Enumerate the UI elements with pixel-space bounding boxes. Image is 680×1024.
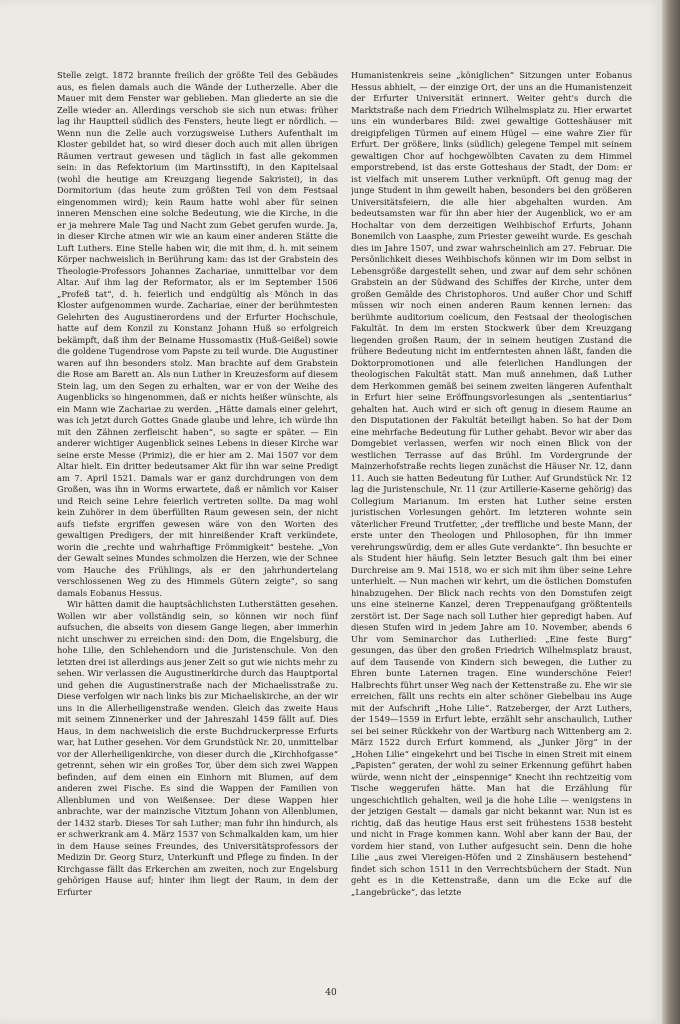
right-text-column [351, 70, 632, 985]
paragraph: Humanistenkreis seine „königlichen“ Sitzungen unter Eobanus Hessus abhielt, — der einzige Ort, der uns an die Humanistenzeit der Erfurter Universität erinnert. Weiter geht's durch die Marktstraße nach dem Friedrich Wilhelmsplatz zu. Hier erwartet uns ein wunderbares Bild: zwei gewaltige Gotteshäuser mit dreigipfeligen Türmen auf einem Hügel — eine wahre Zier für Erfurt. Der größere, links (südlich) gelegene Tempel mit seinem gewaltigen Chor auf hochgewölbten Cavaten zu dem Himmel emporstrebend, ist das erste Gotteshaus der Stadt, der Dom: er ist vielfach mit unserem Luther verknüpft. Oft genug mag der junge Student in ihm geweilt haben, besonders bei den größeren Universitätsfeiern, die alle hier abgehalten wurden. Am bedeutsamsten war für ihn aber hier der Augenblick, wo er am Hochaltar von dem derzeitigen Weihbischof Erfurts, Johann Bonemilch von Laasphe, zum Priester geweiht wurde. Es geschah dies im Jahre 1507, und zwar wahrscheinlich am 27. Februar. Die Persönlichkeit dieses Weihbischofs können wir im Dom selbst in Lebensgröße dargestellt sehen, und zwar auf dem sehr schönen Grabstein an der Südwand des Schiffes der Kirche, unter dem großen Gemälde des Christophoros. Und außer Chor und Schiff müssen wir noch einen anderen Raum kennen lernen: das berühmte auditorium coelicum, den Festsaal der theologischen Fakultät. In dem im ersten Stockwerk über dem Kreuzgang liegenden großen Raum, der in seinem heutigen Zustand die frühere Bedeutung nicht im entferntesten ahnen läßt, fanden die Doktorpromotionen und alle feierlichen Handlungen der theologischen Fakultät statt. Man muß annehmen, daß Luther dem Herkommen gemäß bei seinem zweiten längeren Aufenthalt in Erfurt hier seine Eröffnungsvorlesungen als „sententiarius“ gehalten hat. Auch wird er sich oft genug in diesem Raume an den Disputationen der Fakultät beteiligt haben. So hat der Dom eine mehrfache Bedeutung für Luther gehabt. Bevor wir aber das Domgebiet verlassen, werfen wir noch einen Blick von der westlichen Terrasse auf das Brühl. Im Vordergrunde der Mainzerhofstraße rechts liegen zunächst die Häuser Nr. 12, dann 11. Auch sie hatten Bedeutung für Luther. Auf Grundstück Nr. 12 lag die Juristenschule, Nr. 11 (zur Artillerie-Kaserne gehörig) das Collegium Marianum. Im ersten hat Luther seine ersten juristischen Vorlesungen gehört. Im letzteren wohnte sein väterlicher Freund Trutfetter, „der treffliche und beste Mann, der erste unter den Theologen und Philosophen, für ihn immer verehrungswürdig, dem er alles Gute verdankte“. Ihn besuchte er als Student hier häufig. Sein letzter Besuch galt ihm bei einer Durchreise am 9. Mai 1518, wo er sich mit ihm über seine Lehre unterhielt. — Nun machen wir kehrt, um die östlichen Domstufen hinabzugehen. Der Blick nach rechts von den Domstufen zeigt uns eine steinerne Kanzel, deren Treppenaufgang größtenteils zerstört ist. Der Sage nach soll Luther hier gepredigt haben. Auf diesen Stufen wird in jedem Jahre am 10. November, abends 6 Uhr vom Seminarchor das Lutherlied: „Eine feste Burg“ gesungen, das über den großen Friedrich Wilhelmsplatz braust, auf dem Tausende von Kindern sich bewegen, die Luther zu Ehren bunte Laternen tragen. Eine wunderschöne Feier! Halbrechts führt unser Weg nach der Kettenstraße zu. Ehe wir sie erreichen, fällt uns rechts ein alter schöner Giebelbau ins Auge mit der Aufschrift „Hohe Lilie“. Ratzeberger, der Arzt Luthers, der 1549—1559 in Erfurt lebte, erzählt sehr anschaulich, Luther sei bei seiner Rückkehr von der Wartburg nach Wittenberg am 2. März 1522 durch Erfurt kommend, als „Junker Jörg“ in der „Hohen Lilie“ eingekehrt und bei Tische in einen Streit mit einem „Papisten“ geraten, der wohl zu seiner Erkennung geführt haben würde, wenn nicht der „einspennige“ Knecht ihn rechtzeitig vom Tische weggerufen hätte. Man hat die Erzählung für ungeschichtlich gehalten, weil ja die hohe Lilie — wenigstens in der jetzigen Gestalt — damals gar nicht bekannt war. Nun ist es richtig, daß das heutige Haus erst seit frühestens 1538 besteht und nicht in Frage kommen kann. Wohl aber kann der Bau, der vordem hier stand, von Luther aufgesucht sein. Denn die hohe Lilie „aus zwei Viereigen-Höfen und 2 Zinshäusern bestehend“ findet sich schon 1511 in den Verrechtsbüchern der Stadt. Nun geht es in die Kettenstraße, dann um die Ecke auf die „Langebrücke“, das letzte [351, 70, 632, 897]
book-spine-edge [662, 0, 680, 1024]
paragraph: Wir hätten damit die hauptsächlichsten Lutherstätten gesehen. Wollen wir aber vollständig sein, so können wir noch fünf aufsuchen, die abseits von diesem Gange liegen, aber immerhin nicht unschwer zu erreichen sind: den Dom, die Engelsburg, die hohe Lilie, den Schlehendorn und die Juristenschule. Von den letzten drei ist allerdings aus jener Zeit so gut wie nichts mehr zu sehen. Wir verlassen die Augustinerkirche durch das Hauptportal und gehen die Augustinerstraße nach der Michaelisstraße zu. Diese verfolgen wir nach links bis zur Michaeliskirche, an der wir uns in die Allerheiligenstraße wenden. Gleich das zweite Haus mit seinem Zinnenerker und der Jahreszahl 1459 fällt auf. Dies Haus, in dem nachweislich die erste Buchdruckerpresse Erfurts war, hat Luther gesehen. Vor dem Grundstück Nr. 20, unmittelbar vor der Allerheiligenkirche, von dieser durch die „Kirchhofgasse“ getrennt, sehen wir ein großes Tor, über dem sich zwei Wappen befinden, auf dem einen ein Einhorn mit Blumen, auf dem anderen zwei Fische. Es sind die Wappen der Familien von Allenblumen und von Weißensee. Der diese Wappen hier anbrachte, war der mainzische Vitztum Johann von Allenblumen, der 1432 starb. Dieses Tor sah Luther; man fuhr ihn hindurch, als er schwerkrank am 4. März 1537 von Schmalkalden kam, um hier in dem Hause seines Freundes, des Universitätsprofessors der Medizin Dr. Georg Sturz, Unterkunft und Pflege zu finden. In der Kirchgasse fällt das Erkerchen am zweiten, noch zur Engelsburg gehörigen Hause auf; hinter ihm liegt der Raum, in dem der Erfurter [57, 599, 338, 897]
paragraph: Stelle zeigt. 1872 brannte freilich der größte Teil des Gebäudes aus, es fielen damals auch die Wände der Lutherzelle. Aber die Mauer mit dem Fenster war geblieben. Man gliederte an sie die Zelle wieder an. Allerdings verschob sie sich nun etwas: früher lag ihr Hauptteil südlich des Fensters, heute liegt er nördlich. — Wenn nun die Zelle auch vorzugsweise Luthers Aufenthalt im Kloster gebildet hat, so wird dieser doch auch mit allen übrigen Räumen vertraut gewesen und täglich in fast alle gekommen sein: in das Refektorium (im Martinsstift), in den Kapitelsaal (wohl die heutige am Kreuzgang liegende Sakristei), in das Dormitorium (das heute zum größten Teil von dem Festsaal eingenommen wird); kein Raum hatte wohl aber für seinen inneren Menschen eine solche Bedeutung, wie die Kirche, in die er ja mehrere Male Tag und Nacht zum Gebet gerufen wurde. Ja, in dieser Kirche atmen wir wie an kaum einer anderen Stätte die Luft Luthers. Eine Stelle haben wir, die mit ihm, d. h. mit seinem Körper nachweislich in Berührung kam: das ist der Grabstein des Theologie-Professors Johannes Zachariae, unmittelbar vor dem Altar. Auf ihm lag der Reformator, als er im September 1506 „Profeß tat“, d. h. feierlich und endgültig als Mönch in das Kloster aufgenommen wurde. Zachariae, einer der berühmtesten Gelehrten des Augustinerordens und der Erfurter Hochschule, hatte auf dem Konzil zu Konstanz Johann Huß so erfolgreich bekämpft, daß ihm der Beiname Hussomastix (Huß-Geißel) sowie die goldene Tugendrose vom Papste zu teil wurde. Die Augustiner waren auf ihn besonders stolz. Man brachte auf dem Grabstein die Rose am Barett an. Als nun Luther in Kreuzesform auf diesem Stein lag, um den Segen zu erhalten, war er von der Weihe des Augenblicks so hingenommen, daß er nichts heißer wünschte, als ein Mann wie Zachariae zu werden. „Hätte damals einer gelehrt, was ich jetzt durch Gottes Gnade glaube und lehre, ich würde ihn mit den Zähnen zerfleischt haben“, so sagte er später. — Ein anderer wichtiger Augenblick seines Lebens in dieser Kirche war seine erste Messe (Primiz), die er hier am 2. Mai 1507 vor dem Altar hielt. Ein dritter bedeutsamer Akt für ihn war seine Predigt am 7. April 1521. Damals war er ganz durchdrungen von dem Großen, was ihn in Worms erwartete, daß er nämlich vor Kaiser und Reich seine Lehre feierlich vertreten sollte. Da mag wohl kein Zuhörer in dem überfüllten Raum gewesen sein, der nicht aufs tiefste ergriffen gewesen wäre von den Worten des gewaltigen Predigers, der mit hinreißender Kraft verkündete, worin die „rechte und wahrhaftige Frömmigkeit“ bestehe. „Von der Gewalt seines Mundes schmolzen die Herzen, wie der Schnee vom Hauche des Frühlings, als er den jahrhundertelang verschlossenen Weg zu des Himmels Gütern zeigte“, so sang damals Eobanus Hessus. [57, 70, 338, 598]
page-number: 40 [325, 988, 337, 998]
left-text-column [57, 70, 338, 985]
